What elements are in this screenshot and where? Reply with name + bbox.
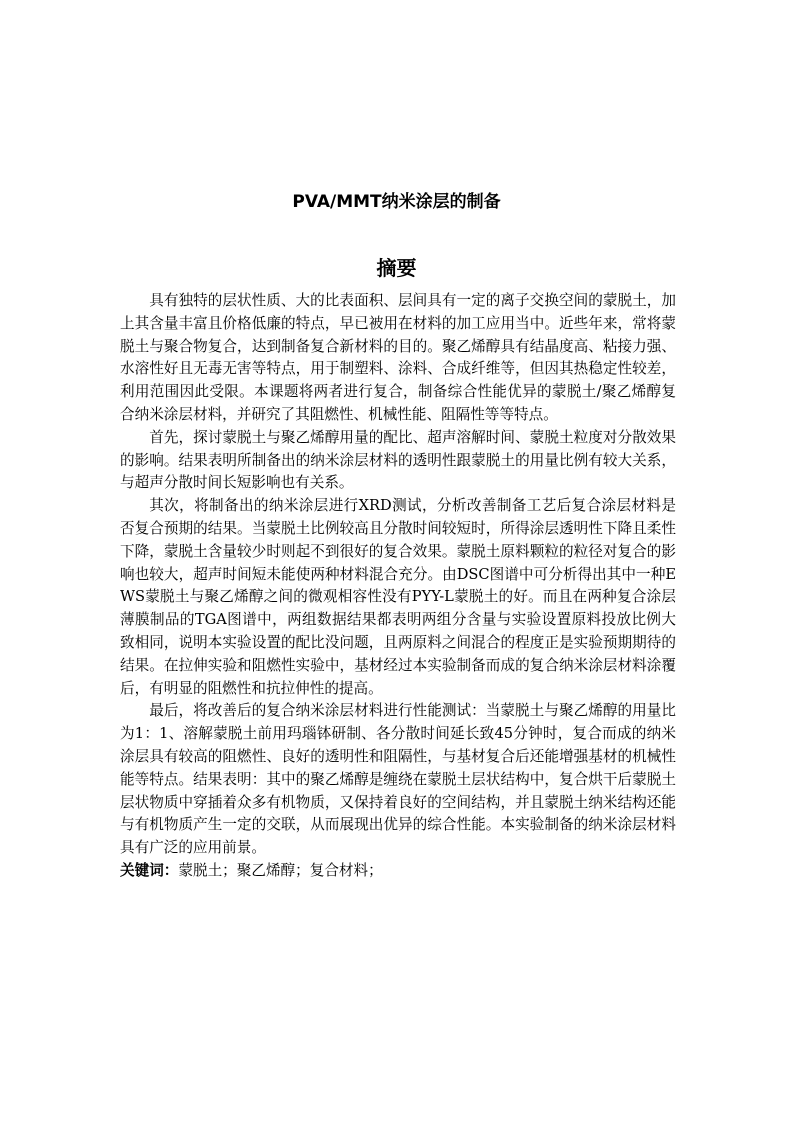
keywords-text: 蒙脱土；聚乙烯醇；复合材料； <box>178 861 383 879</box>
abstract-body <box>120 290 676 883</box>
abstract-paragraph: 首先，探讨蒙脱土与聚乙烯醇用量的配比、超声溶解时间、蒙脱土粒度对分散效果的影响。结果表明所制备出的纳米涂层材料的透明性跟蒙脱土的用量比例有较大关系，与超声分散时间长短影响也有关系。 <box>120 428 676 492</box>
keywords-line <box>120 860 676 883</box>
abstract-paragraph: 具有独特的层状性质、大的比表面积、层间具有一定的离子交换空间的蒙脱土，加上其含量丰富且价格低廉的特点，早已被用在材料的加工应用当中。近些年来，常将蒙脱土与聚合物复合，达到制备复合新材料的目的。聚乙烯醇具有结晶度高、粘接力强、水溶性好且无毒无害等特点，用于制塑料、涂料、合成纤维等，但因其热稳定性较差，利用范围因此受限。本课题将两者进行复合，制备综合性能优异的蒙脱土/聚乙烯醇复合纳米涂层材料，并研究了其阻燃性、机械性能、阻隔性等等特点。 <box>120 292 676 423</box>
abstract-paragraph: 最后，将改善后的复合纳米涂层材料进行性能测试：当蒙脱土与聚乙烯醇的用量比为1：1、溶解蒙脱土前用玛瑙钵研制、各分散时间延长致45分钟时，复合而成的纳米涂层具有较高的阻燃性、良好的透明性和阻隔性，与基材复合后还能增强基材的机械性能等特点。结果表明：其中的聚乙烯醇是缠绕在蒙脱土层状结构中，复合烘干后蒙脱土层状物质中穿插着众多有机物质，又保持着良好的空间结构，并且蒙脱土纳米结构还能与有机物质产生一定的交联，从而展现出优异的综合性能。本实验制备的纳米涂层材料具有广泛的应用前景。 <box>120 702 676 857</box>
abstract-paragraph: 其次，将制备出的纳米涂层进行XRD测试，分析改善制备工艺后复合涂层材料是否复合预期的结果。当蒙脱土比例较高且分散时间较短时，所得涂层透明性下降且柔性下降，蒙脱土含量较少时则起不到很好的复合效果。蒙脱土原料颗粒的粒径对复合的影响也较大，超声时间短未能使两种材料混合充分。由DSC图谱中可分析得出其中一种EWS蒙脱土与聚乙烯醇之间的微观相容性没有PYY-L蒙脱土的好。而且在两种复合涂层薄膜制品的TGA图谱中，两组数据结果都表明两组分含量与实验设置原料投放比例大致相同，说明本实验设置的配比没问题，且两原料之间混合的程度正是实验预期期待的结果。在拉伸实验和阻燃性实验中，基材经过本实验制备而成的复合纳米涂层材料涂覆后，有明显的阻燃性和抗拉伸性的提高。 <box>120 497 676 697</box>
keywords-label: 关键词： <box>120 861 179 879</box>
abstract-heading: 摘要 <box>376 256 417 280</box>
document-title: PVA/MMT纳米涂层的制备 <box>292 192 501 212</box>
